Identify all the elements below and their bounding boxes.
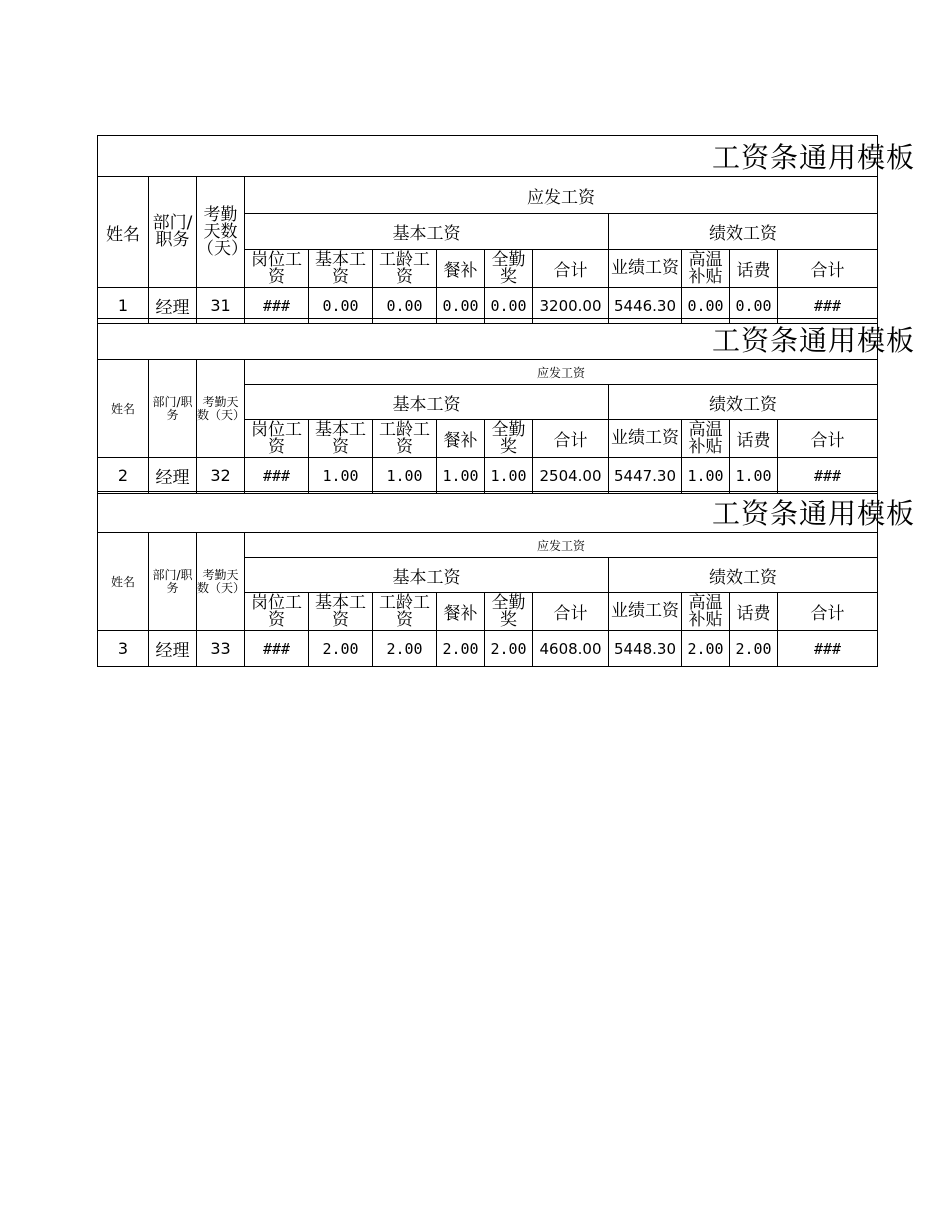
cell-achievement: 5447.30	[609, 458, 682, 494]
payslip-1	[97, 135, 916, 318]
cell-name: 2	[98, 458, 149, 494]
header-attendance: 全勤奖	[485, 420, 533, 458]
cell-heat: 1.00	[682, 458, 730, 494]
header-name: 姓名	[98, 360, 149, 458]
header-basic-total: 合计	[533, 250, 609, 288]
header-name: 姓名	[98, 533, 149, 631]
header-dept: 部门/职务	[149, 177, 197, 288]
header-name: 姓名	[98, 177, 149, 288]
cell-basic-total: 2504.00	[533, 458, 609, 494]
cell-meal: 2.00	[437, 631, 485, 667]
cell-post: ###	[245, 631, 309, 667]
cell-base: 2.00	[309, 631, 373, 667]
header-attendance: 全勤奖	[485, 593, 533, 631]
header-phone: 话费	[730, 593, 778, 631]
cell-perf-total: ###	[778, 631, 878, 667]
header-heat: 高温补贴	[682, 593, 730, 631]
header-gross: 应发工资	[245, 360, 878, 385]
header-post: 岗位工资	[245, 420, 309, 458]
header-gross: 应发工资	[245, 533, 878, 558]
header-phone: 话费	[730, 250, 778, 288]
cell-achievement: 5448.30	[609, 631, 682, 667]
payslip-sheet	[97, 135, 916, 666]
cell-dept: 经理	[149, 631, 197, 667]
cell-attendance: 0.00	[485, 288, 533, 324]
cell-achievement: 5446.30	[609, 288, 682, 324]
header-achievement: 业绩工资	[609, 250, 682, 288]
payslip-3	[97, 491, 916, 665]
cell-dept: 经理	[149, 288, 197, 324]
header-heat: 高温补贴	[682, 250, 730, 288]
payslip-title: 工资条通用模板	[98, 319, 878, 360]
header-basic-total: 合计	[533, 420, 609, 458]
header-perf-total: 合计	[778, 250, 878, 288]
header-perf: 绩效工资	[609, 385, 878, 420]
cell-phone: 0.00	[730, 288, 778, 324]
header-attendance: 全勤奖	[485, 250, 533, 288]
header-perf-total: 合计	[778, 420, 878, 458]
cell-phone: 1.00	[730, 458, 778, 494]
header-dept: 部门/职务	[149, 533, 197, 631]
header-dept: 部门/职务	[149, 360, 197, 458]
header-meal: 餐补	[437, 420, 485, 458]
cell-post: ###	[245, 288, 309, 324]
cell-name: 1	[98, 288, 149, 324]
cell-attendance: 1.00	[485, 458, 533, 494]
cell-dept: 经理	[149, 458, 197, 494]
cell-seniority: 1.00	[373, 458, 437, 494]
cell-meal: 1.00	[437, 458, 485, 494]
payslip-table-2	[97, 318, 916, 494]
cell-days: 31	[197, 288, 245, 324]
header-days: 考勤天数（天）	[197, 533, 245, 631]
header-basic: 基本工资	[245, 558, 609, 593]
cell-perf-total: ###	[778, 458, 878, 494]
cell-days: 32	[197, 458, 245, 494]
header-post: 岗位工资	[245, 593, 309, 631]
payslip-title: 工资条通用模板	[98, 492, 878, 533]
header-seniority: 工龄工资	[373, 593, 437, 631]
header-perf-total: 合计	[778, 593, 878, 631]
cell-seniority: 0.00	[373, 288, 437, 324]
cell-post: ###	[245, 458, 309, 494]
cell-perf-total: ###	[778, 288, 878, 324]
header-achievement: 业绩工资	[609, 593, 682, 631]
header-basic-total: 合计	[533, 593, 609, 631]
header-perf: 绩效工资	[609, 558, 878, 593]
cell-name: 3	[98, 631, 149, 667]
payslip-table-3	[97, 491, 916, 667]
header-basic: 基本工资	[245, 214, 609, 250]
payslip-title: 工资条通用模板	[98, 136, 878, 177]
header-achievement: 业绩工资	[609, 420, 682, 458]
header-base: 基本工资	[309, 250, 373, 288]
header-meal: 餐补	[437, 250, 485, 288]
cell-days: 33	[197, 631, 245, 667]
cell-heat: 2.00	[682, 631, 730, 667]
header-base: 基本工资	[309, 593, 373, 631]
cell-heat: 0.00	[682, 288, 730, 324]
cell-basic-total: 3200.00	[533, 288, 609, 324]
cell-phone: 2.00	[730, 631, 778, 667]
payslip-table-1	[97, 135, 916, 324]
header-phone: 话费	[730, 420, 778, 458]
cell-base: 1.00	[309, 458, 373, 494]
payslip-2	[97, 318, 916, 492]
header-basic: 基本工资	[245, 385, 609, 420]
header-base: 基本工资	[309, 420, 373, 458]
header-perf: 绩效工资	[609, 214, 878, 250]
cell-base: 0.00	[309, 288, 373, 324]
cell-attendance: 2.00	[485, 631, 533, 667]
header-seniority: 工龄工资	[373, 250, 437, 288]
header-days: 考勤天数（天）	[197, 177, 245, 288]
cell-meal: 0.00	[437, 288, 485, 324]
header-gross: 应发工资	[245, 177, 878, 214]
header-days: 考勤天数（天）	[197, 360, 245, 458]
header-post: 岗位工资	[245, 250, 309, 288]
header-seniority: 工龄工资	[373, 420, 437, 458]
cell-basic-total: 4608.00	[533, 631, 609, 667]
cell-seniority: 2.00	[373, 631, 437, 667]
header-meal: 餐补	[437, 593, 485, 631]
header-heat: 高温补贴	[682, 420, 730, 458]
